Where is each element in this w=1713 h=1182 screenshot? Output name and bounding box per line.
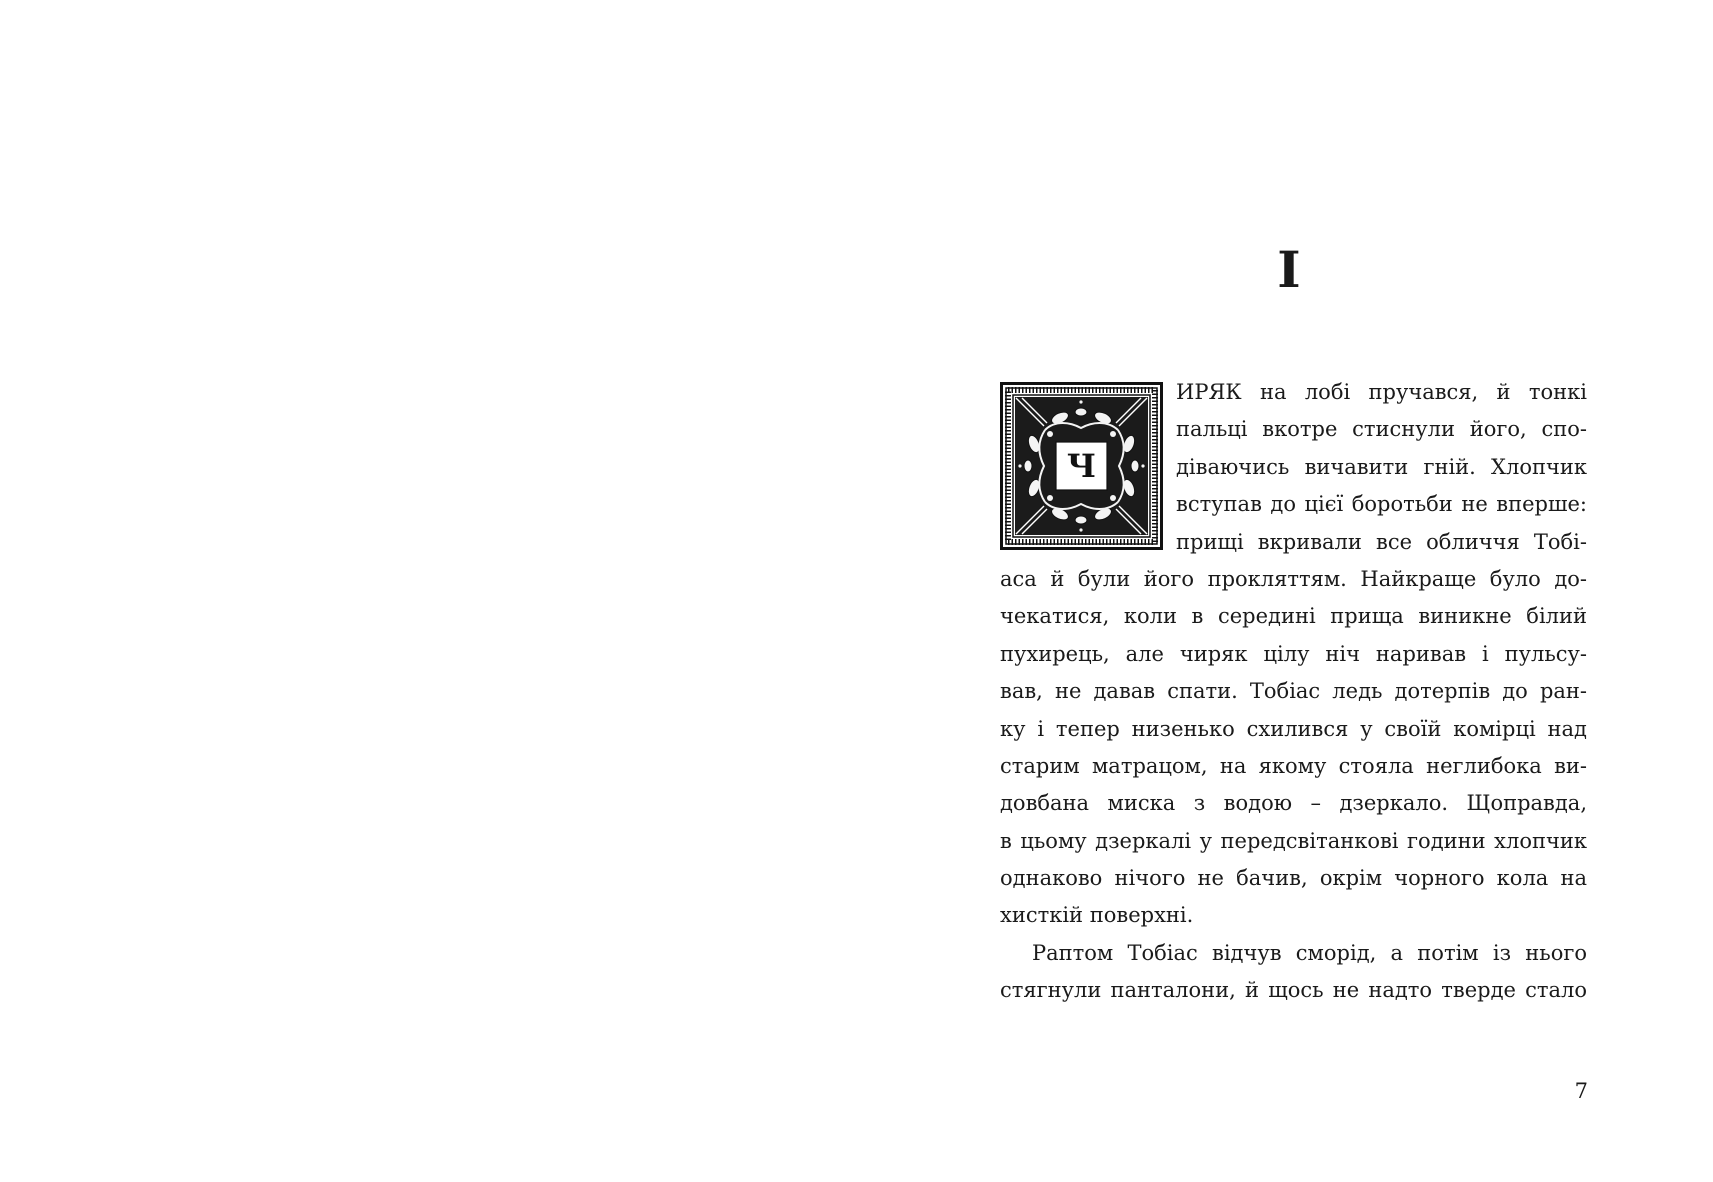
text-line: аса й були його прокляттям. Найкраще було до- [1000,566,1587,591]
text-line: Раптом Тобіас відчув сморід, а потім із нього [1032,940,1587,965]
left-page-blank [0,0,856,1182]
paragraph [1000,374,1587,935]
paragraph [1000,935,1587,1010]
text-line: ИРЯК на лобі пручався, й тонкі [1176,380,1587,404]
text-line: стягнули панталони, й щось не надто тверде стало [1000,978,1587,1003]
text-line: хисткій поверхні. [1000,903,1194,928]
text-line: діваючись вичавити гній. Хлопчик [1176,454,1587,479]
text-line: прищі вкривали все обличчя Тобі- [1176,529,1587,554]
body-text [1000,374,1587,1010]
drop-cap-letter: Ч [1066,447,1097,485]
text-line: в цьому дзеркалі у передсвітанкові години хлопчик [1000,828,1587,853]
text-line: вступав до цієї боротьби не вперше: [1176,492,1587,517]
text-line: однаково нічого не бачив, окрім чорного кола на [1000,866,1587,891]
page-number: 7 [1574,1079,1588,1103]
text-line: чекатися, коли в середині прища виникне білий [1000,604,1587,629]
chapter-number: I [1277,240,1303,299]
text-line: довбана миска з водою – дзеркало. Щоправда, [1000,791,1587,816]
text-line: вав, не давав спати. Тобіас ледь дотерпів до ран- [1000,679,1587,704]
text-line: старим матрацом, на якому стояла неглибока ви- [1000,753,1587,778]
text-line: пухирець, але чиряк цілу ніч наривав і пульсу- [1000,641,1587,666]
text-line: ку і тепер низенько схилився у своїй комірці над [1000,716,1587,741]
text-line: пальці вкотре стиснули його, спо- [1176,417,1587,442]
